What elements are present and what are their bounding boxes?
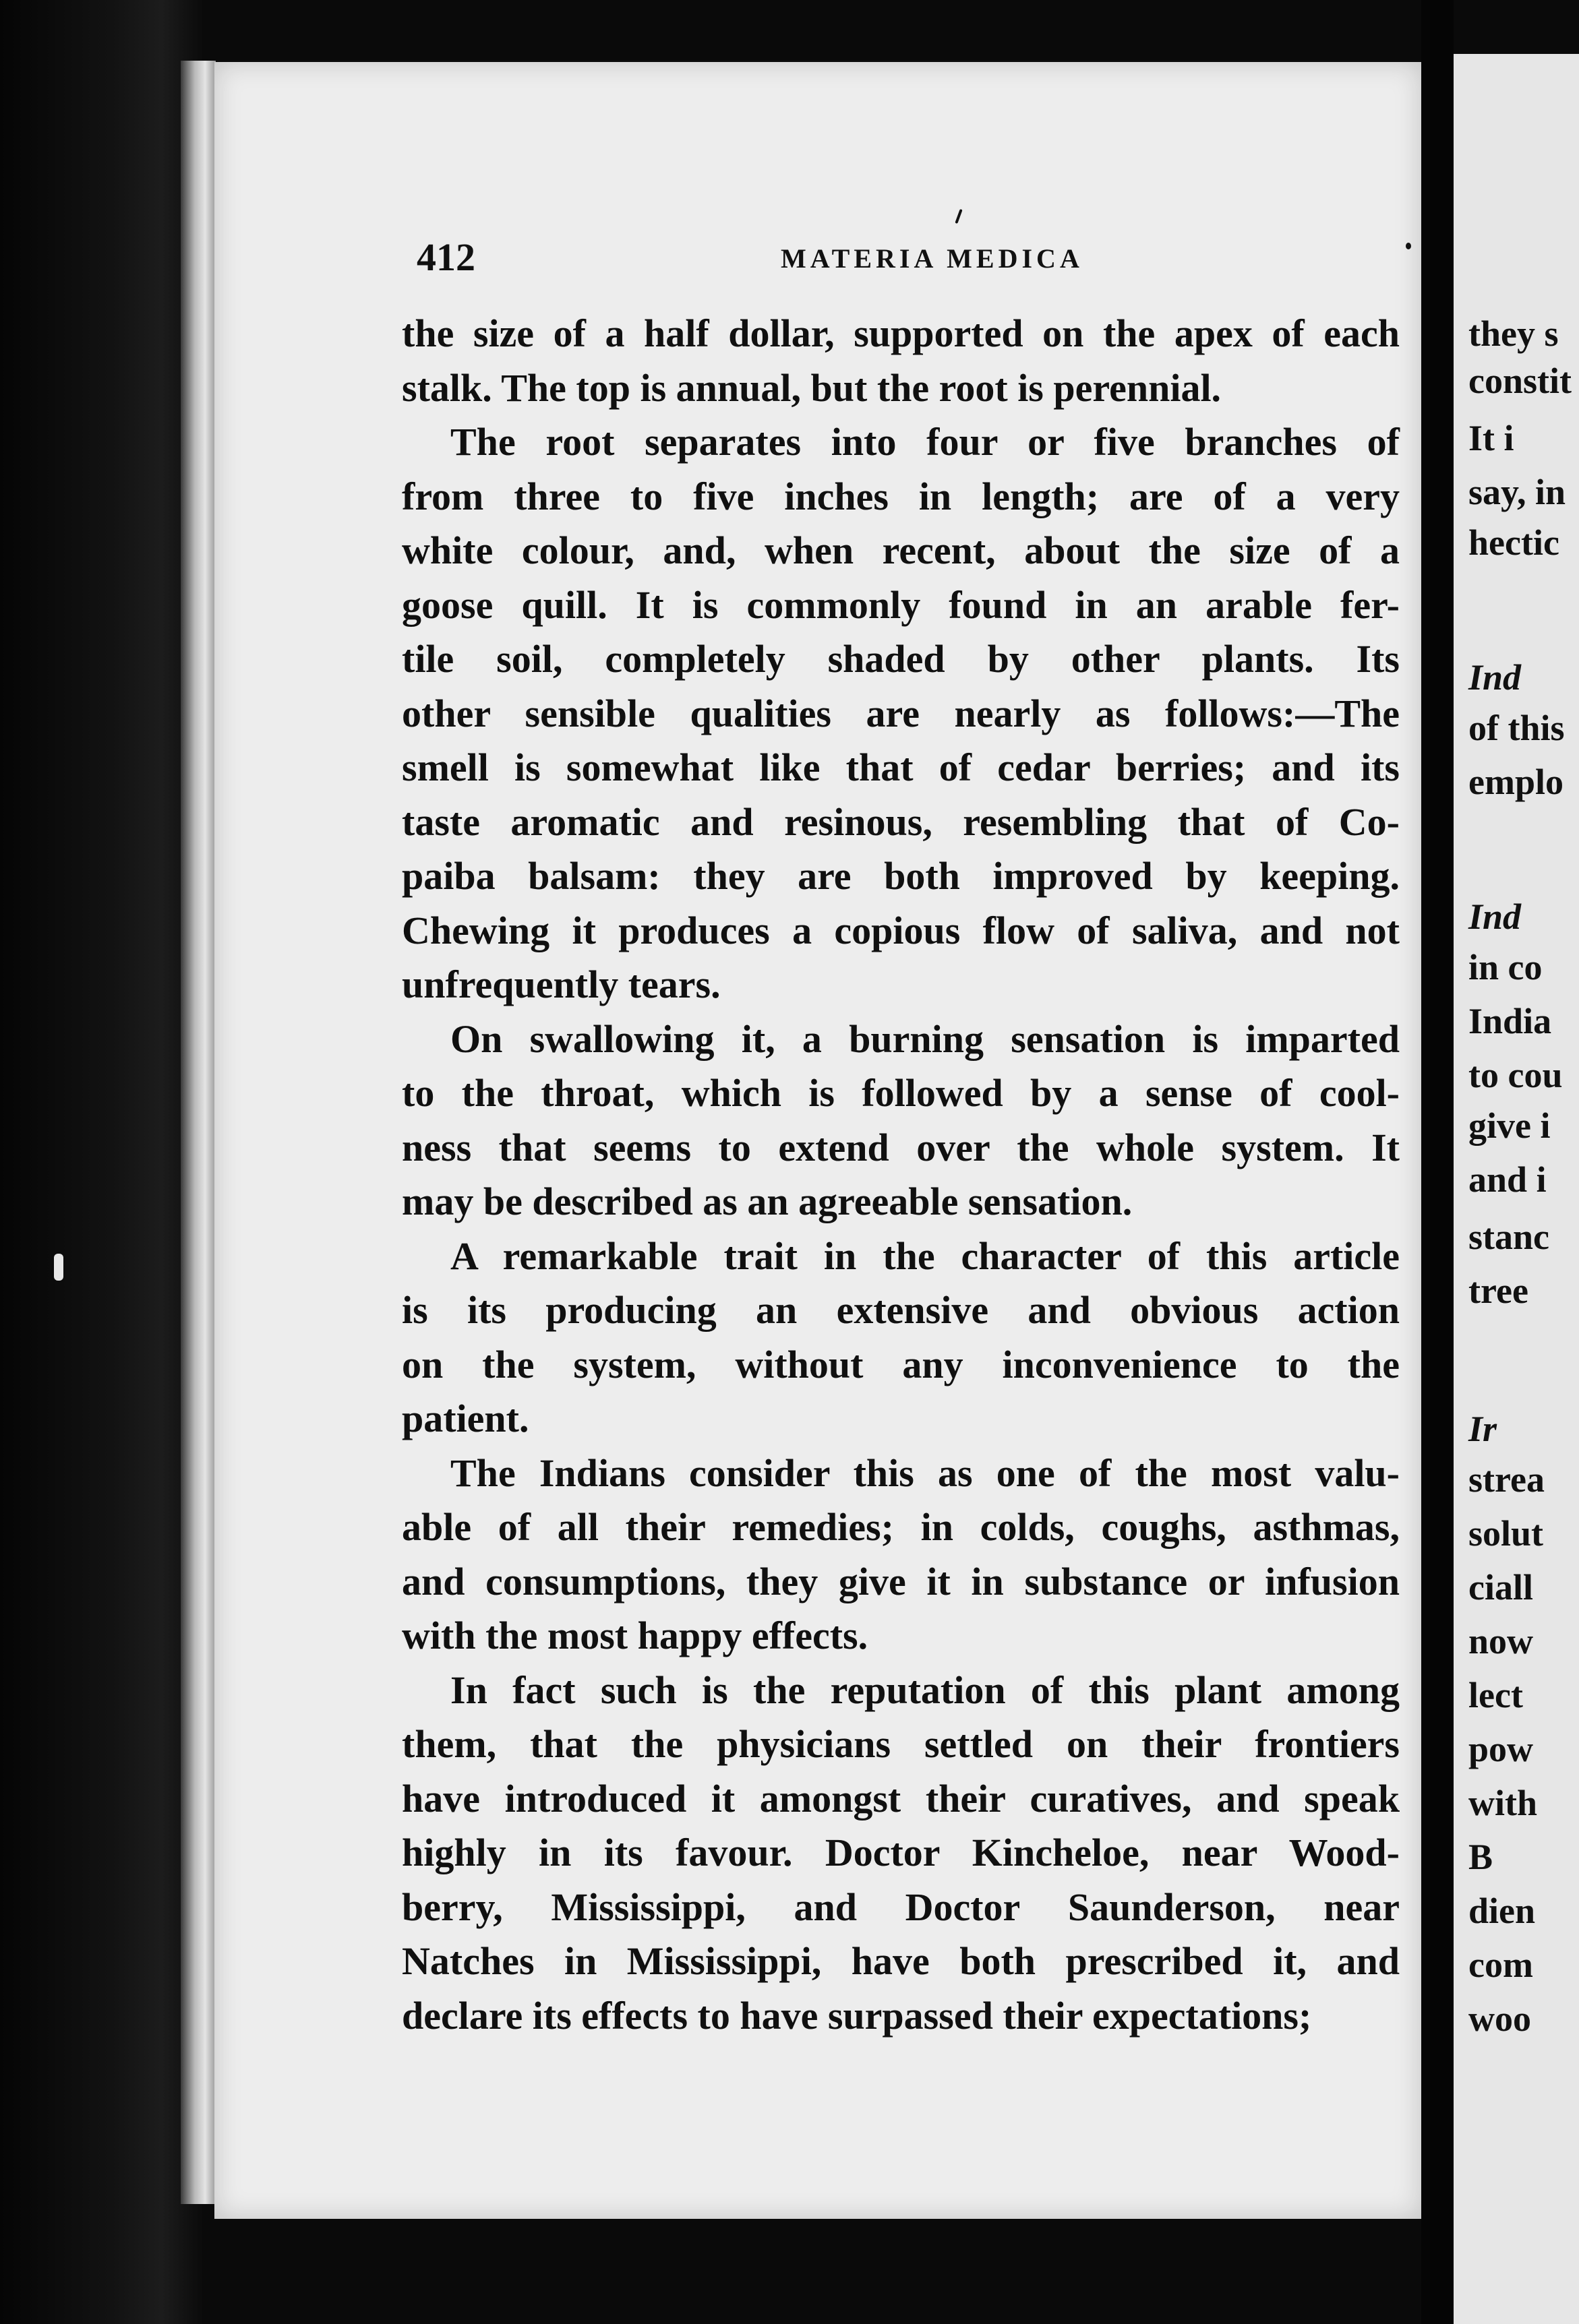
text-line: the size of a half dollar, supported on the apex of each [402,311,1400,355]
facing-page-line: It i [1468,418,1514,458]
facing-page-line: lect [1468,1675,1523,1715]
facing-page-line: Ind [1468,657,1522,698]
text-line: taste aromatic and resinous, resembling that of Co- [402,799,1400,844]
text-line: Natches in Mississippi, have both prescribed it, and [402,1939,1400,1983]
facing-page-line: com [1468,1945,1533,1985]
facing-page-line: ciall [1468,1567,1533,1608]
text-line: paiba balsam: they are both improved by keeping. [402,854,1400,898]
print-speck [54,1254,63,1281]
facing-page-line: constit [1468,361,1572,401]
facing-page-line: they s [1468,313,1559,354]
text-line: on the system, without any inconvenience to the [402,1342,1400,1386]
facing-page-line: to cou [1468,1055,1563,1095]
text-line: to the throat, which is followed by a sense of cool- [402,1071,1400,1115]
facing-page-line: hectic [1468,522,1559,563]
text-line: able of all their remedies; in colds, coughs, asthmas, [402,1505,1400,1549]
text-line: is its producing an extensive and obvious action [402,1288,1400,1332]
facing-page-line: and i [1468,1159,1547,1200]
text-line: A remarkable trait in the character of this article [450,1233,1400,1278]
page-number: 412 [417,235,475,279]
text-line: white colour, and, when recent, about the size of a [402,528,1400,572]
text-line: declare its effects to have surpassed their expectations; [402,1993,1312,2038]
facing-page-line: tree [1468,1271,1528,1311]
page-edge [181,61,216,2204]
text-line: unfrequently tears. [402,962,721,1006]
facing-page-line: strea [1468,1459,1545,1500]
facing-page-line: B [1468,1837,1493,1877]
facing-page-line: with [1468,1783,1538,1823]
text-line: Chewing it produces a copious flow of saliva, and not [402,908,1400,952]
text-line: other sensible qualities are nearly as follows:—The [402,691,1400,735]
text-line: them, that the physicians settled on their frontiers [402,1722,1400,1766]
facing-page-line: solut [1468,1513,1544,1554]
text-line: On swallowing it, a burning sensation is imparted [450,1016,1400,1061]
facing-page-line: of this [1468,708,1565,748]
running-head: MATERIA MEDICA [781,243,1083,274]
facing-page-line: give i [1468,1105,1551,1146]
facing-page [1454,54,1579,2324]
text-line: from three to five inches in length; are of a very [402,474,1400,518]
book-binding-shadow [0,0,202,2324]
body-text [402,307,1400,2043]
text-line: smell is somewhat like that of cedar berries; and its [402,745,1400,789]
text-line: with the most happy effects. [402,1614,868,1657]
text-line: In fact such is the reputation of this plant among [450,1668,1400,1712]
text-line: may be described as an agreeable sensation. [402,1180,1133,1223]
facing-page-line: emplo [1468,762,1563,802]
facing-page-line: woo [1468,1998,1531,2039]
facing-page-line: stanc [1468,1217,1549,1257]
text-line: stalk. The top is annual, but the root is perennial. [402,365,1222,410]
facing-page-line: in co [1468,947,1543,987]
facing-page-line: dien [1468,1891,1536,1931]
facing-page-line: now [1468,1621,1534,1661]
text-line: and consumptions, they give it in substance or infusion [402,1559,1400,1603]
text-line: The root separates into four or five branches of [450,420,1400,464]
text-line: tile soil, completely shaded by other plants. Its [402,637,1400,681]
text-line: ness that seems to extend over the whole system. It [402,1125,1400,1169]
text-line: The Indians consider this as one of the most valu- [450,1450,1400,1495]
text-line: goose quill. It is commonly found in an arable fer- [402,582,1400,627]
facing-page-line: pow [1468,1729,1534,1769]
facing-page-line: India [1468,1001,1552,1041]
facing-page-line: say, in [1468,472,1566,512]
text-line: patient. [402,1397,529,1440]
page-header [417,235,1401,288]
text-line: berry, Mississippi, and Doctor Saunderson, near [402,1885,1400,1929]
text-line: have introduced it amongst their curatives, and speak [402,1776,1400,1821]
facing-page-line: Ind [1468,896,1522,937]
facing-page-line: Ir [1468,1409,1497,1449]
text-line: highly in its favour. Doctor Kincheloe, near Wood- [402,1831,1400,1874]
print-speck [1406,243,1411,249]
book-gutter [1421,0,1454,2324]
